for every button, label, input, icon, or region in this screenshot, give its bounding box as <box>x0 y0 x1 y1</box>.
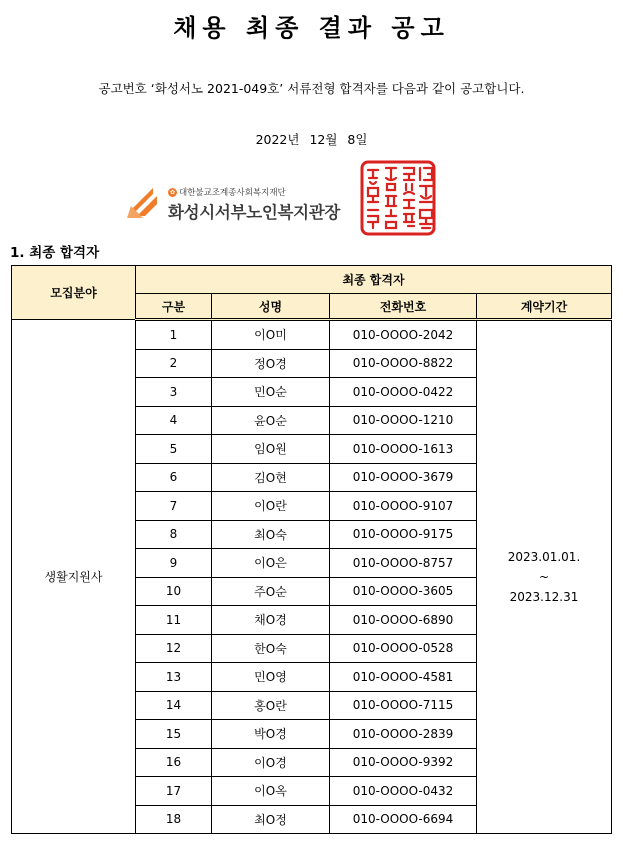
notice-date: 2022년 12월 8일 <box>255 132 368 147</box>
row-number: 4 <box>136 406 212 435</box>
lotus-icon: ✿ <box>169 189 176 196</box>
applicant-phone: 010-OOOO-2042 <box>330 320 477 350</box>
header-field: 모집분야 <box>12 266 136 320</box>
applicant-name: 윤O순 <box>212 406 330 435</box>
applicant-name: 한O숙 <box>212 634 330 663</box>
row-number: 5 <box>136 435 212 464</box>
applicant-name: 임O원 <box>212 435 330 464</box>
applicant-name: 홍O란 <box>212 691 330 720</box>
applicant-name: 이O경 <box>212 748 330 777</box>
applicant-name: 정O경 <box>212 349 330 378</box>
contract-period-line: 2023.01.01. <box>507 550 581 564</box>
row-number: 17 <box>136 777 212 806</box>
row-number: 16 <box>136 748 212 777</box>
row-number: 8 <box>136 520 212 549</box>
applicant-phone: 010-OOOO-9107 <box>330 492 477 521</box>
contract-period-line: 2023.12.31 <box>509 590 579 604</box>
row-number: 11 <box>136 606 212 635</box>
organization-logo <box>121 182 351 226</box>
row-number: 9 <box>136 549 212 578</box>
official-seal-icon <box>358 158 438 238</box>
applicant-phone: 010-OOOO-6694 <box>330 805 477 834</box>
applicant-phone: 010-OOOO-9175 <box>330 520 477 549</box>
foundation-label: 대한불교조계종사회복지재단 <box>179 188 286 198</box>
applicant-phone: 010-OOOO-8822 <box>330 349 477 378</box>
header-phone: 전화번호 <box>330 294 477 320</box>
applicant-phone: 010-OOOO-0528 <box>330 634 477 663</box>
row-number: 10 <box>136 577 212 606</box>
notice-text: 공고번호 ‘화성서노 2021-049호’ 서류전형 합격자를 다음과 같이 공고합니다. <box>98 81 525 96</box>
applicant-name: 최O정 <box>212 805 330 834</box>
applicant-phone: 010-OOOO-3679 <box>330 463 477 492</box>
applicant-name: 이O옥 <box>212 777 330 806</box>
applicant-phone: 010-OOOO-1613 <box>330 435 477 464</box>
header-period: 계약기간 <box>477 294 612 320</box>
row-number: 14 <box>136 691 212 720</box>
row-number: 13 <box>136 663 212 692</box>
header-name: 성명 <box>212 294 330 320</box>
page-title: 채용 최종 결과 공고 <box>173 14 450 42</box>
row-number: 15 <box>136 720 212 749</box>
applicant-phone: 010-OOOO-3605 <box>330 577 477 606</box>
applicant-name: 이O란 <box>212 492 330 521</box>
row-number: 6 <box>136 463 212 492</box>
result-table <box>11 265 612 834</box>
applicant-phone: 010-OOOO-1210 <box>330 406 477 435</box>
applicant-name: 민O순 <box>212 378 330 407</box>
row-number: 2 <box>136 349 212 378</box>
foundation-name <box>168 186 286 198</box>
header-no: 구분 <box>136 294 212 320</box>
applicant-phone: 010-OOOO-8757 <box>330 549 477 578</box>
applicant-name: 최O숙 <box>212 520 330 549</box>
applicant-phone: 010-OOOO-0422 <box>330 378 477 407</box>
applicant-name: 김O현 <box>212 463 330 492</box>
row-number: 7 <box>136 492 212 521</box>
applicant-phone: 010-OOOO-2839 <box>330 720 477 749</box>
applicant-name: 이O미 <box>212 320 330 350</box>
applicant-phone: 010-OOOO-7115 <box>330 691 477 720</box>
row-number: 12 <box>136 634 212 663</box>
applicant-name: 박O경 <box>212 720 330 749</box>
applicant-name: 민O영 <box>212 663 330 692</box>
section-title: 1. 최종 합격자 <box>10 245 100 261</box>
organization-name: 화성시서부노인복지관장 <box>168 203 341 222</box>
applicant-name: 주O순 <box>212 577 330 606</box>
contract-period-line: ~ <box>538 570 550 584</box>
applicant-phone: 010-OOOO-0432 <box>330 777 477 806</box>
applicant-phone: 010-OOOO-6890 <box>330 606 477 635</box>
row-number: 3 <box>136 378 212 407</box>
table-row <box>12 320 612 350</box>
contract-period <box>477 320 612 834</box>
applicant-phone: 010-OOOO-4581 <box>330 663 477 692</box>
applicant-name: 채O경 <box>212 606 330 635</box>
flame-logo-icon <box>123 182 163 222</box>
recruit-field: 생활지원사 <box>12 320 136 834</box>
header-group: 최종 합격자 <box>136 266 612 294</box>
row-number: 1 <box>136 320 212 350</box>
applicant-phone: 010-OOOO-9392 <box>330 748 477 777</box>
row-number: 18 <box>136 805 212 834</box>
applicant-name: 이O은 <box>212 549 330 578</box>
